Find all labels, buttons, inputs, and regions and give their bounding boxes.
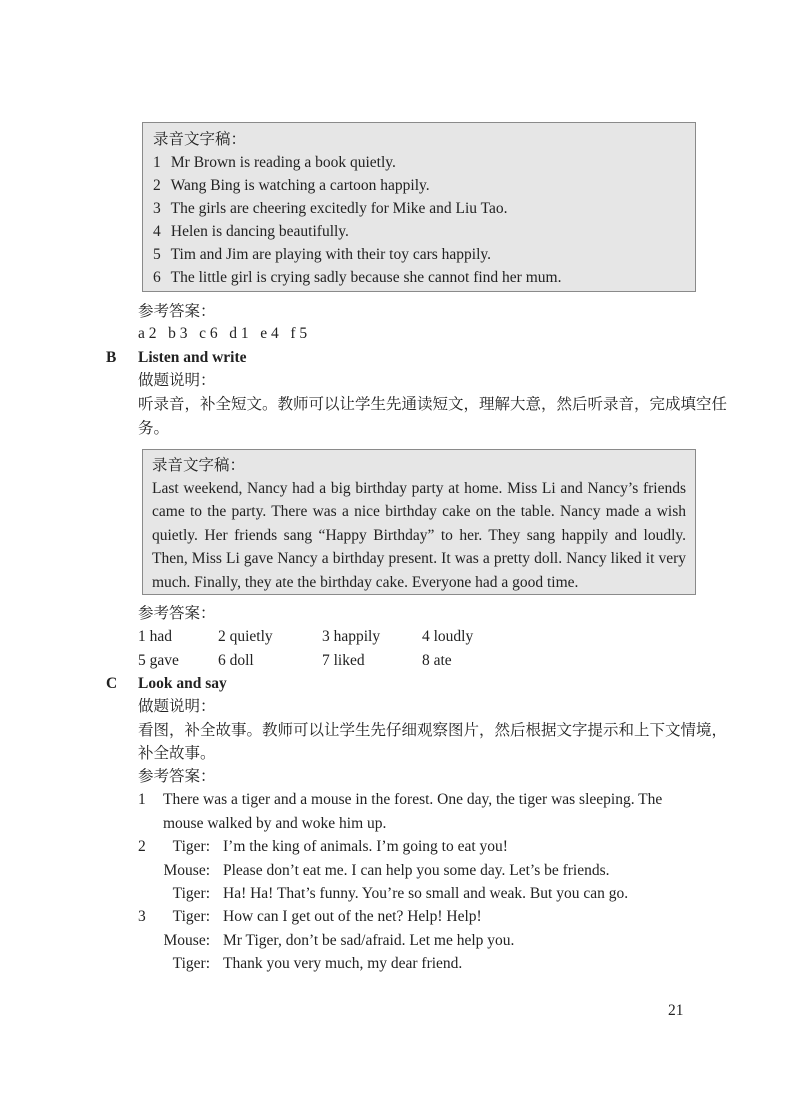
answer-item: 4 loudly <box>422 628 474 645</box>
section-letter-b: B <box>106 349 117 366</box>
section-title-c: Look and say <box>138 675 227 692</box>
instructions-b-line1: 听录音，补全短文。教师可以让学生先通读短文，理解大意，然后听录音，完成填空任 <box>138 396 728 413</box>
answers-a: a 2 b 3 c 6 d 1 e 4 f 5 <box>138 325 308 342</box>
answer-item: 3 happily <box>322 628 381 645</box>
transcript-line: 2 Wang Bing is watching a cartoon happily. <box>153 177 430 194</box>
instructions-label-b: 做题说明： <box>138 372 216 389</box>
dialogue-line: Ha! Ha! That’s funny. You’re so small and weak. But you can go. <box>223 885 629 902</box>
answer-item: 6 doll <box>218 652 254 669</box>
transcript-box-a <box>142 122 696 292</box>
answer-item: 7 liked <box>322 652 365 669</box>
speaker-label: Tiger: <box>172 885 210 902</box>
dialogue-line: Please don’t eat me. I can help you some day. Let’s be friends. <box>223 862 610 879</box>
transcript-label: 录音文字稿： <box>152 457 246 474</box>
transcript-line: 3 The girls are cheering excitedly for Mike and Liu Tao. <box>153 200 508 217</box>
answer-item: 8 ate <box>422 652 452 669</box>
item-number: 1 <box>138 791 146 808</box>
dialogue-line: Thank you very much, my dear friend. <box>223 955 463 972</box>
page-number: 21 <box>668 1002 684 1019</box>
answer-item: 1 had <box>138 628 173 645</box>
answers-b-row2 <box>138 650 452 672</box>
speaker-label: Tiger: <box>172 955 210 972</box>
section-title-b: Listen and write <box>138 349 247 366</box>
transcript-line: 1 Mr Brown is reading a book quietly. <box>153 154 396 171</box>
speaker-label: Mouse: <box>163 932 210 949</box>
item-number: 3 <box>138 908 146 925</box>
transcript-passage: Last weekend, Nancy had a big birthday party at home. Miss Li and Nancy’s friends came to the party. There was a nice birthday cake on the table. Nancy made a wish quietly. Her friends sang “Happy Birthday” to her. They sang happily and loudly. Then, Miss Li gave Nancy a birthday present. It was a pretty doll. Nancy liked it very much. Finally, they ate the birthday cake. Everyone had a good time. <box>152 480 686 591</box>
answer-label-a: 参考答案： <box>138 303 216 320</box>
transcript-line: 4 Helen is dancing beautifully. <box>153 223 349 240</box>
story-text: There was a tiger and a mouse in the forest. One day, the tiger was sleeping. The <box>163 791 663 808</box>
dialogue-line: How can I get out of the net? Help! Help! <box>223 908 482 925</box>
answer-item: 5 gave <box>138 652 179 669</box>
instructions-b-line2: 务。 <box>138 420 170 437</box>
dialogue-line: Mr Tiger, don’t be sad/afraid. Let me help you. <box>223 932 515 949</box>
answer-label-c: 参考答案： <box>138 768 216 785</box>
transcript-line: 6 The little girl is crying sadly because she cannot find her mum. <box>153 269 562 286</box>
answer-label-b: 参考答案： <box>138 605 216 622</box>
story-text: mouse walked by and woke him up. <box>163 815 387 832</box>
answers-b-row1 <box>138 626 473 648</box>
speaker-label: Tiger: <box>172 908 210 925</box>
speaker-label: Tiger: <box>172 838 210 855</box>
transcript-box-b <box>142 449 696 595</box>
instructions-c-line2: 补全故事。 <box>138 745 216 762</box>
item-number: 2 <box>138 838 146 855</box>
dialogue-line: I’m the king of animals. I’m going to eat you! <box>223 838 508 855</box>
transcript-line: 5 Tim and Jim are playing with their toy cars happily. <box>153 246 492 263</box>
instructions-c-line1: 看图，补全故事。教师可以让学生先仔细观察图片，然后根据文字提示和上下文情境， <box>138 722 728 739</box>
answer-item: 2 quietly <box>218 628 273 645</box>
speaker-label: Mouse: <box>163 862 210 879</box>
transcript-label: 录音文字稿： <box>153 131 247 148</box>
instructions-label-c: 做题说明： <box>138 698 216 715</box>
section-letter-c: C <box>106 675 118 692</box>
